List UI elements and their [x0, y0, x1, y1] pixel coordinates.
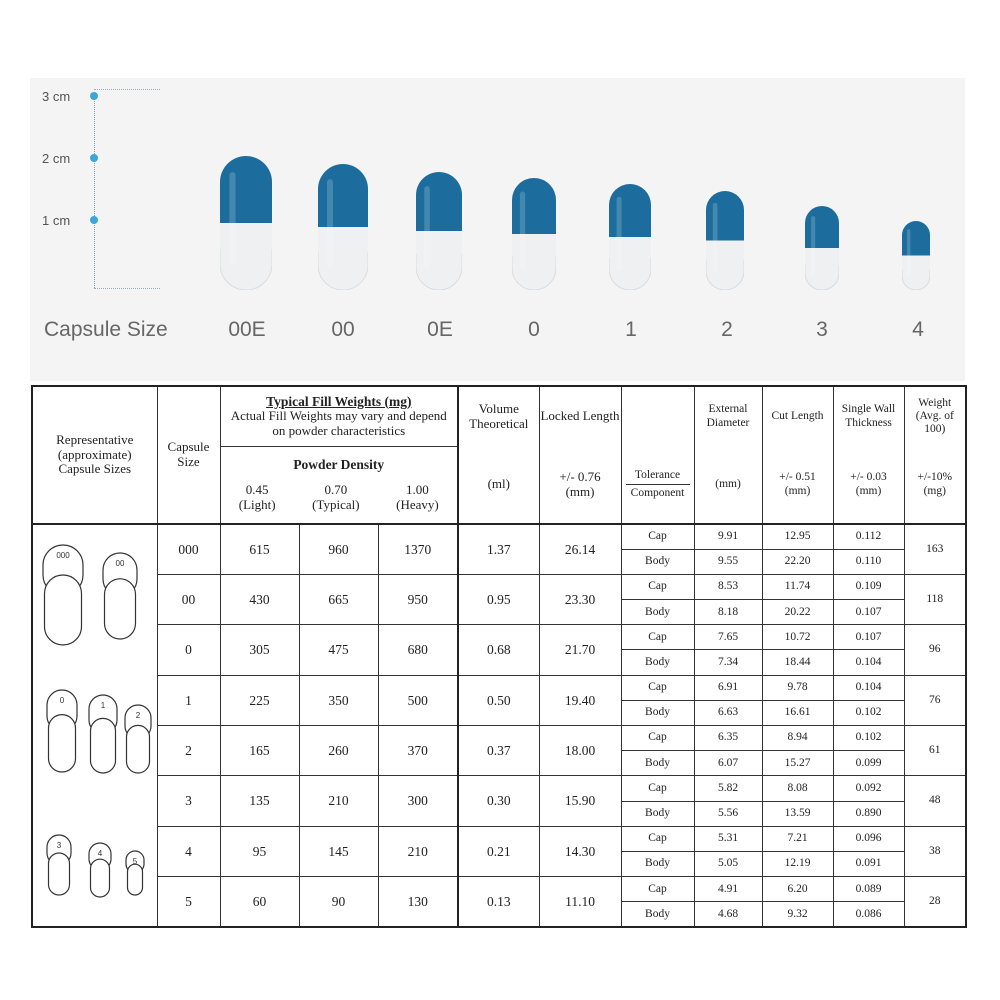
capsule-sketches [32, 524, 157, 927]
cell-volume: 1.37 [458, 524, 539, 574]
sketch-body [49, 715, 76, 772]
density-heavy [396, 483, 439, 513]
wall-unit: (mm) [855, 484, 882, 497]
cell-cap-wall: 0.096 [833, 826, 904, 851]
cell-typical: 475 [299, 625, 378, 675]
capsule-shine [811, 216, 815, 275]
cell-heavy: 370 [378, 726, 458, 776]
cell-cap-wall: 0.107 [833, 625, 904, 650]
cell-heavy: 500 [378, 675, 458, 725]
cell-heavy: 1370 [378, 524, 458, 574]
header-ext-unit: (mm) [694, 446, 762, 524]
cell-body-label: Body [621, 650, 694, 675]
cell-body-wall: 0.091 [833, 851, 904, 876]
cut-tolerance: +/- 0.51 [779, 471, 816, 484]
density-heavy-value: 1.00 [406, 481, 429, 497]
cell-size: 2 [157, 726, 220, 776]
capsule-shine [713, 203, 718, 272]
cell-light: 165 [220, 726, 299, 776]
cell-cap-diameter: 9.91 [694, 524, 762, 549]
cell-light: 60 [220, 877, 299, 927]
capsule-sketch [126, 851, 144, 895]
cell-heavy: 950 [378, 574, 458, 624]
table-row [32, 776, 966, 801]
cell-cap-label: Cap [621, 826, 694, 851]
cell-body-cut: 15.27 [762, 751, 833, 776]
density-typical-label: (Typical) [312, 496, 360, 512]
header-weight: Weight (Avg. of 100) [904, 386, 966, 446]
fill-weights-subtitle: Actual Fill Weights may vary and depend on powder characteristics [230, 408, 447, 438]
cell-cap-wall: 0.102 [833, 726, 904, 751]
ruler-dot-1cm [90, 216, 98, 224]
cell-body-label: Body [621, 549, 694, 574]
cell-weight: 48 [904, 776, 966, 826]
sketch-label: 4 [97, 849, 103, 858]
cell-cap-diameter: 6.35 [694, 726, 762, 751]
table-row [32, 877, 966, 902]
cell-body-diameter: 6.07 [694, 751, 762, 776]
cell-light: 305 [220, 625, 299, 675]
cell-size: 000 [157, 524, 220, 574]
cut-unit: (mm) [784, 484, 811, 497]
header-volume-unit: (ml) [458, 446, 539, 524]
weight-tolerance: +/-10% [917, 471, 953, 484]
capsule-sketch-drawing [33, 525, 157, 925]
cell-locked: 14.30 [539, 826, 621, 876]
cell-cap-label: Cap [621, 574, 694, 599]
cell-cap-diameter: 6.91 [694, 675, 762, 700]
capsule-0 [512, 178, 556, 290]
capsule-4 [902, 221, 930, 290]
header-capsule-size: Capsule Size [157, 386, 220, 524]
cell-body-diameter: 5.05 [694, 851, 762, 876]
locked-tolerance: +/- 0.76 [559, 468, 601, 484]
cell-cap-wall: 0.112 [833, 524, 904, 549]
size-label-3: 3 [816, 318, 828, 341]
cell-cap-wall: 0.092 [833, 776, 904, 801]
header-cut-length: Cut Length [762, 386, 833, 446]
size-label-00: 00 [331, 318, 355, 341]
size-label-2: 2 [721, 318, 733, 341]
table-row [32, 826, 966, 851]
cell-light: 225 [220, 675, 299, 725]
cell-body-wall: 0.102 [833, 700, 904, 725]
capsule-00e [220, 156, 272, 290]
cell-cap-wall: 0.089 [833, 877, 904, 902]
cell-heavy: 680 [378, 625, 458, 675]
sketch-label: 1 [100, 701, 106, 710]
cell-body-label: Body [621, 851, 694, 876]
cell-heavy: 300 [378, 776, 458, 826]
cell-typical: 210 [299, 776, 378, 826]
cell-body-label: Body [621, 600, 694, 625]
size-label-1: 1 [625, 318, 637, 341]
density-light-value: 0.45 [245, 481, 269, 497]
cell-cap-cut: 11.74 [762, 574, 833, 599]
capsule-size-chart [30, 78, 965, 381]
cell-body-diameter: 6.63 [694, 700, 762, 725]
capsule-00 [318, 164, 368, 290]
capsule-joint [416, 231, 462, 254]
ruler-dot-2cm [90, 154, 98, 162]
capsule-3 [805, 206, 839, 290]
size-label-00e: 00E [228, 318, 266, 341]
header-representative: Representative (approximate) Capsule Sizes [32, 386, 157, 524]
cell-volume: 0.68 [458, 625, 539, 675]
header-tolerance-blank [621, 386, 694, 446]
cell-cap-label: Cap [621, 877, 694, 902]
cell-size: 1 [157, 675, 220, 725]
cell-volume: 0.30 [458, 776, 539, 826]
table-row [32, 574, 966, 599]
cell-body-wall: 0.107 [833, 600, 904, 625]
sketch-body [127, 725, 150, 773]
cell-cap-cut: 9.78 [762, 675, 833, 700]
wall-tolerance: +/- 0.03 [850, 471, 887, 484]
weight-unit: (mg) [923, 484, 946, 497]
capsule-sketch [47, 835, 71, 895]
density-heavy-label: (Heavy) [396, 496, 439, 512]
cell-body-cut: 13.59 [762, 801, 833, 826]
header-fill-weights [220, 386, 458, 446]
cell-body-cut: 9.32 [762, 902, 833, 927]
cell-body-diameter: 5.56 [694, 801, 762, 826]
capsule-joint [706, 241, 744, 260]
header-locked-length: Locked Length [539, 386, 621, 446]
cell-cap-cut: 10.72 [762, 625, 833, 650]
cell-light: 135 [220, 776, 299, 826]
sketch-body [128, 864, 143, 895]
cell-typical: 145 [299, 826, 378, 876]
cell-weight: 96 [904, 625, 966, 675]
cell-cap-label: Cap [621, 625, 694, 650]
sketch-body [105, 579, 136, 639]
header-external-diameter: External Diameter [694, 386, 762, 446]
density-light [239, 483, 276, 513]
cell-locked: 23.30 [539, 574, 621, 624]
ruler-axis [94, 96, 95, 288]
capsule-shine [327, 179, 333, 267]
cell-volume: 0.95 [458, 574, 539, 624]
capsule-joint [805, 248, 839, 265]
cell-size: 5 [157, 877, 220, 927]
cell-cap-wall: 0.109 [833, 574, 904, 599]
sketch-body [91, 718, 116, 773]
cell-weight: 163 [904, 524, 966, 574]
sketch-label: 000 [56, 551, 70, 560]
ruler-label-2cm: 2 cm [42, 151, 71, 166]
header-locked-unit [539, 446, 621, 524]
cell-locked: 18.00 [539, 726, 621, 776]
cell-body-cut: 18.44 [762, 650, 833, 675]
cell-light: 615 [220, 524, 299, 574]
cell-locked: 19.40 [539, 675, 621, 725]
capsule-sketch [89, 695, 117, 773]
locked-unit: (mm) [565, 483, 595, 499]
cell-weight: 38 [904, 826, 966, 876]
capsule-sketch [103, 553, 137, 639]
cell-cap-label: Cap [621, 524, 694, 549]
capsule-size-title: Capsule Size [44, 318, 168, 341]
capsule-sketch [43, 545, 83, 645]
cell-volume: 0.50 [458, 675, 539, 725]
cell-locked: 15.90 [539, 776, 621, 826]
sketch-label: 5 [132, 857, 138, 866]
cell-typical: 665 [299, 574, 378, 624]
cell-size: 0 [157, 625, 220, 675]
cell-body-label: Body [621, 902, 694, 927]
cell-light: 430 [220, 574, 299, 624]
header-cut-unit [762, 446, 833, 524]
fill-weights-title: Typical Fill Weights (mg) [266, 393, 412, 409]
sketch-body [49, 853, 70, 895]
cell-volume: 0.13 [458, 877, 539, 927]
cell-cap-diameter: 5.31 [694, 826, 762, 851]
capsule-sketch [47, 690, 77, 772]
cell-heavy: 210 [378, 826, 458, 876]
density-columns [221, 483, 458, 513]
cell-body-diameter: 8.18 [694, 600, 762, 625]
component-label: Component [630, 487, 685, 499]
cell-weight: 61 [904, 726, 966, 776]
table-row [32, 675, 966, 700]
header-tolerance-component [621, 446, 694, 524]
capsule-shine [907, 229, 910, 277]
cell-cap-label: Cap [621, 675, 694, 700]
sketch-body [45, 575, 82, 645]
tolerance-label: Tolerance [626, 469, 690, 485]
capsule-shine [617, 197, 622, 271]
header-wall-thickness: Single Wall Thickness [833, 386, 904, 446]
density-typical-value: 0.70 [324, 481, 348, 497]
cell-body-diameter: 9.55 [694, 549, 762, 574]
sketch-label: 0 [59, 696, 65, 705]
cell-heavy: 130 [378, 877, 458, 927]
cell-weight: 118 [904, 574, 966, 624]
cell-cap-diameter: 5.82 [694, 776, 762, 801]
cell-volume: 0.21 [458, 826, 539, 876]
capsule-sketch [89, 843, 111, 897]
cell-typical: 350 [299, 675, 378, 725]
capsule-shine [520, 191, 525, 269]
cell-body-diameter: 7.34 [694, 650, 762, 675]
ruler-bottom-line [94, 288, 160, 289]
header-powder-density [220, 446, 458, 524]
cell-body-cut: 20.22 [762, 600, 833, 625]
cell-cap-diameter: 8.53 [694, 574, 762, 599]
capsule-spec-table [31, 385, 967, 928]
capsule-shine [229, 172, 235, 266]
cell-body-cut: 22.20 [762, 549, 833, 574]
cell-weight: 76 [904, 675, 966, 725]
cell-cap-cut: 7.21 [762, 826, 833, 851]
cell-light: 95 [220, 826, 299, 876]
cell-locked: 21.70 [539, 625, 621, 675]
table-row [32, 726, 966, 751]
capsule-0e [416, 172, 462, 290]
capsule-sketch [125, 705, 151, 773]
cell-body-wall: 0.890 [833, 801, 904, 826]
capsule-1 [609, 184, 651, 290]
ruler-label-3cm: 3 cm [42, 89, 71, 104]
cell-cap-cut: 12.95 [762, 524, 833, 549]
cell-body-label: Body [621, 751, 694, 776]
cell-cap-diameter: 7.65 [694, 625, 762, 650]
sketch-label: 00 [115, 559, 125, 568]
cell-locked: 26.14 [539, 524, 621, 574]
cell-cap-cut: 6.20 [762, 877, 833, 902]
capsule-shine [424, 186, 430, 269]
header-wall-unit [833, 446, 904, 524]
cell-body-label: Body [621, 801, 694, 826]
capsule-2 [706, 191, 744, 290]
cell-size: 4 [157, 826, 220, 876]
capsule-joint [609, 237, 651, 258]
size-label-0: 0 [528, 318, 540, 341]
cell-weight: 28 [904, 877, 966, 927]
size-label-0e: 0E [427, 318, 453, 341]
cell-body-wall: 0.104 [833, 650, 904, 675]
cell-size: 3 [157, 776, 220, 826]
cell-size: 00 [157, 574, 220, 624]
ruler-label-1cm: 1 cm [42, 213, 71, 228]
cell-cap-cut: 8.08 [762, 776, 833, 801]
cell-volume: 0.37 [458, 726, 539, 776]
cell-cap-label: Cap [621, 726, 694, 751]
cell-typical: 90 [299, 877, 378, 927]
header-weight-unit [904, 446, 966, 524]
cell-typical: 960 [299, 524, 378, 574]
ruler-dot-3cm [90, 92, 98, 100]
density-typical [312, 483, 359, 513]
cell-cap-diameter: 4.91 [694, 877, 762, 902]
cell-cap-cut: 8.94 [762, 726, 833, 751]
table-row [32, 524, 966, 549]
cell-typical: 260 [299, 726, 378, 776]
sketch-body [91, 859, 110, 897]
cell-body-label: Body [621, 700, 694, 725]
capsule-joint [318, 227, 368, 252]
density-light-label: (Light) [238, 496, 276, 512]
header-volume: Volume Theoretical [458, 386, 539, 446]
cell-locked: 11.10 [539, 877, 621, 927]
cell-body-wall: 0.110 [833, 549, 904, 574]
cell-body-wall: 0.099 [833, 751, 904, 776]
capsule-joint [512, 234, 556, 256]
cell-body-diameter: 4.68 [694, 902, 762, 927]
cell-body-wall: 0.086 [833, 902, 904, 927]
cell-body-cut: 12.19 [762, 851, 833, 876]
sketch-label: 3 [56, 841, 62, 850]
powder-density-title: Powder Density [293, 457, 385, 473]
cell-body-cut: 16.61 [762, 700, 833, 725]
table-row [32, 625, 966, 650]
cell-cap-wall: 0.104 [833, 675, 904, 700]
cell-cap-label: Cap [621, 776, 694, 801]
sketch-label: 2 [135, 711, 141, 720]
capsule-joint [902, 256, 930, 270]
ruler-top-line [94, 89, 160, 90]
capsule-joint [220, 223, 272, 249]
size-label-4: 4 [912, 318, 924, 341]
